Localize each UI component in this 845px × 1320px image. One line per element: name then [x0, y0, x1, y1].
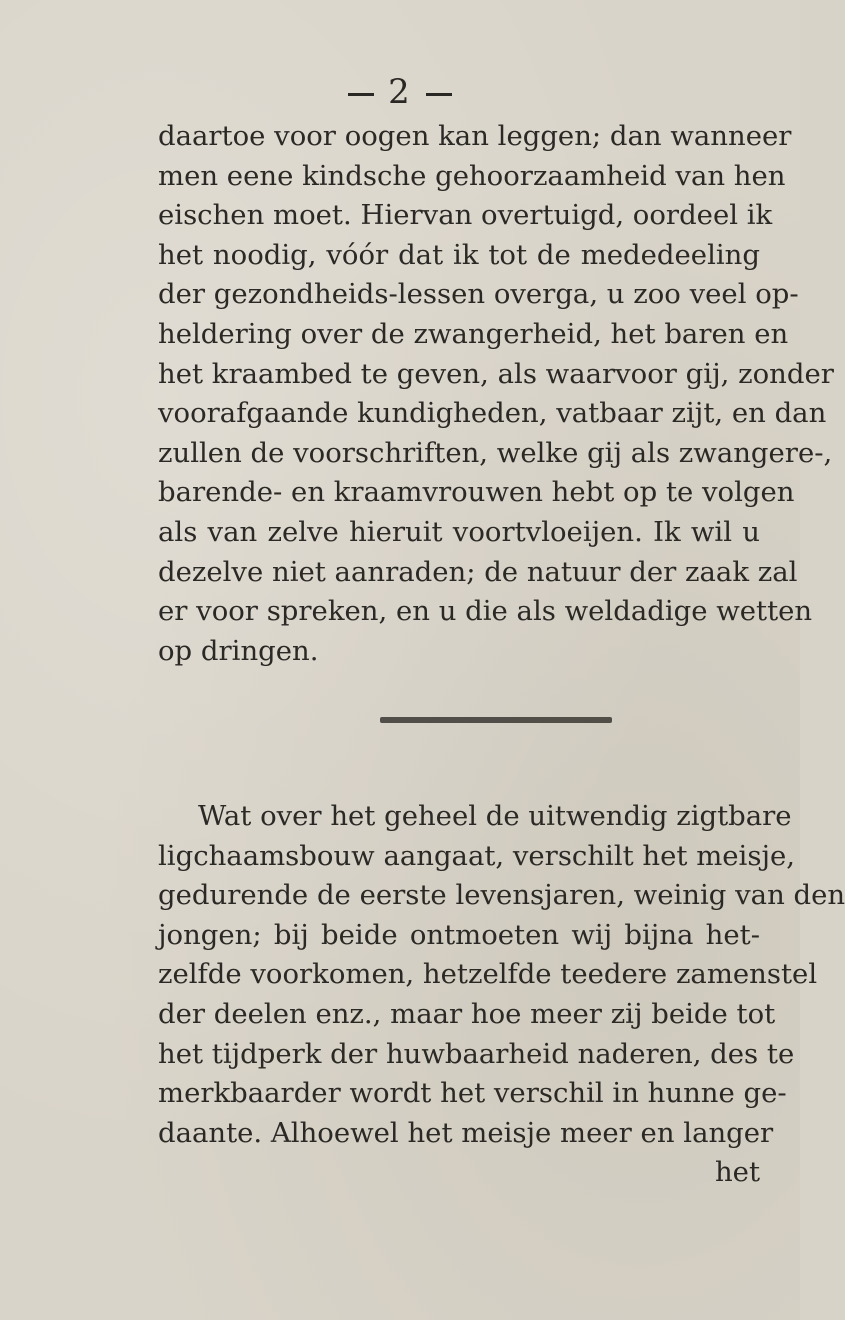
text-line: voorafgaande kundigheden, vatbaar zijt, en dan — [158, 397, 827, 430]
text-line: gedurende de eerste levensjaren, weinig van den — [158, 879, 845, 912]
paragraph-1 — [158, 117, 834, 671]
text-line: zelfde voorkomen, hetzelfde teedere zamenstel — [158, 958, 818, 991]
text-line: daante. Alhoewel het meisje meer en langer — [158, 1116, 774, 1149]
text-line: het noodig, vóór dat ik tot de mededeeling — [158, 238, 760, 271]
text-line: als van zelve hieruit voortvloeijen. Ik wil u — [158, 515, 760, 548]
text-line: der gezondheids-lessen overga, u zoo veel op- — [158, 278, 799, 311]
text-line: zullen de voorschriften, welke gij als zwangere-, — [158, 436, 833, 469]
page-number: 2 — [388, 72, 412, 112]
text-line: het tijdperk der huwbaarheid naderen, des te — [158, 1037, 795, 1070]
text-line: het kraambed te geven, als waarvoor gij, zonder — [158, 357, 834, 390]
text-line: merkbaarder wordt het verschil in hunne ge- — [158, 1077, 787, 1110]
paragraph-2 — [158, 797, 845, 1193]
text-line: eischen moet. Hiervan overtuigd, oordeel ik — [158, 199, 773, 232]
text-line: ligchaamsbouw aangaat, verschilt het meisje, — [158, 839, 796, 872]
text-line: daartoe voor oogen kan leggen; dan wanneer — [158, 120, 792, 152]
text-line: men eene kindsche gehoorzaamheid van hen — [158, 159, 786, 192]
catchword: het — [714, 1156, 760, 1189]
text-line: der deelen enz., maar hoe meer zij beide tot — [158, 997, 776, 1030]
text-line: op dringen. — [158, 634, 319, 667]
section-divider — [380, 717, 612, 723]
text-line: jongen; bij beide ontmoeten wij bijna het- — [158, 918, 760, 951]
page-header — [0, 72, 800, 112]
text-line: heldering over de zwangerheid, het baren en — [158, 317, 789, 350]
text-line: er voor spreken, en u die als weldadige wetten — [158, 595, 813, 628]
text-line: barende- en kraamvrouwen hebt op te volgen — [158, 476, 795, 509]
header-dash-right — [426, 93, 452, 96]
text-line: Wat over het geheel de uitwendig zigtbare — [198, 800, 792, 832]
text-line: dezelve niet aanraden; de natuur der zaak zal — [158, 555, 798, 588]
header-dash-left — [348, 93, 374, 96]
